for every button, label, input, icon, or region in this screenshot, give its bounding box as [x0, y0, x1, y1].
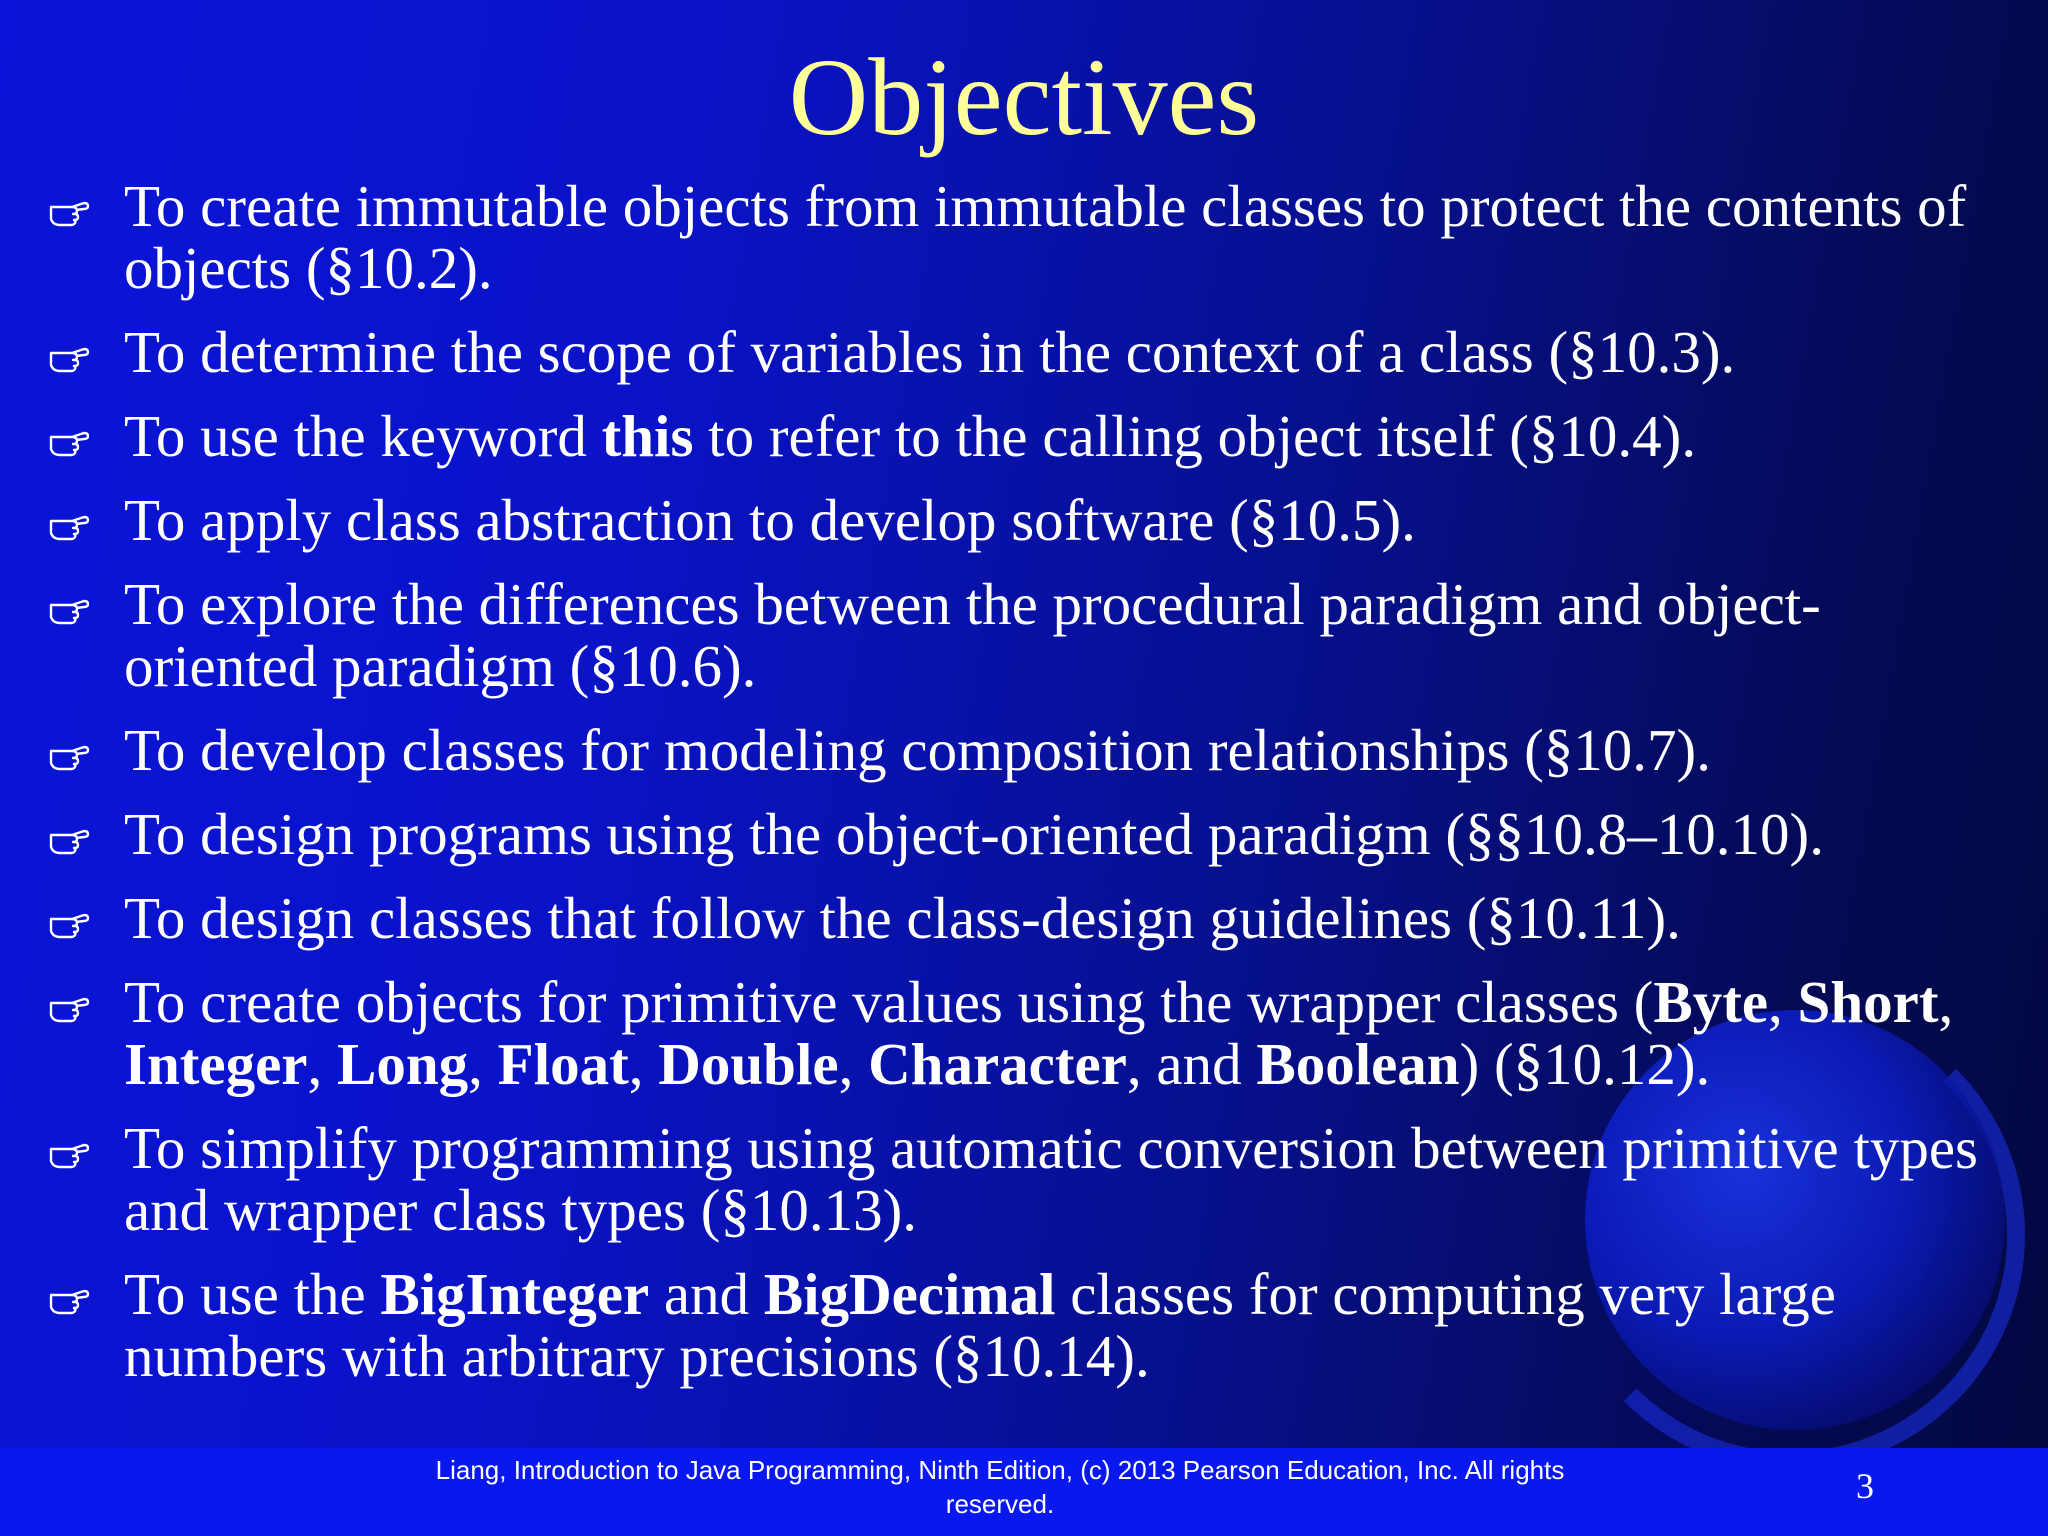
text-run: To design classes that follow the class-design guidelines (§10.11).: [124, 885, 1681, 951]
text-run: ) (§10.12).: [1459, 1031, 1711, 1097]
objective-item: [0, 887, 2048, 949]
keyword-text: this: [601, 403, 694, 469]
text-run: To determine the scope of variables in the context of a class (§10.3).: [124, 319, 1736, 385]
objective-item: [0, 573, 2048, 697]
objective-text: [124, 175, 2004, 299]
objective-text: [124, 887, 2004, 949]
text-run: To apply class abstraction to develop software (§10.5).: [124, 487, 1416, 553]
keyword-text: Short: [1797, 969, 1939, 1035]
objective-item: [0, 803, 2048, 865]
keyword-text: Character: [868, 1031, 1127, 1097]
keyword-text: Long: [336, 1031, 469, 1097]
text-run: ,: [628, 1031, 659, 1097]
objective-text: [124, 405, 2004, 467]
text-run: ,: [468, 1031, 498, 1097]
objective-item: [0, 719, 2048, 781]
text-run: To create objects for primitive values using the wrapper classes (: [124, 969, 1654, 1035]
objectives-list: [0, 175, 2048, 1409]
pointing-hand-icon: [48, 1135, 90, 1169]
text-run: , and: [1126, 1031, 1257, 1097]
text-run: ,: [307, 1031, 337, 1097]
objective-text: [124, 719, 2004, 781]
pointing-hand-icon: [48, 989, 90, 1023]
text-run: ,: [838, 1031, 869, 1097]
text-run: To explore the differences between the procedural paradigm and object-oriented paradigm (§10.6).: [124, 571, 1821, 699]
keyword-text: BigDecimal: [763, 1261, 1056, 1327]
slide-title: Objectives: [788, 36, 1260, 158]
text-run: ,: [1768, 969, 1798, 1035]
objective-text: [124, 1263, 2004, 1387]
objective-text: [124, 803, 2004, 865]
text-run: to refer to the calling object itself (§10.4).: [693, 403, 1697, 469]
text-run: To develop classes for modeling composition relationships (§10.7).: [124, 717, 1711, 783]
pointing-hand-icon: [48, 193, 90, 227]
objective-item: [0, 175, 2048, 299]
text-run: and: [649, 1261, 764, 1327]
objective-text: [124, 1117, 2004, 1241]
text-run: To create immutable objects from immutable classes to protect the contents of objects (§10.2).: [124, 173, 1967, 301]
objective-item: [0, 321, 2048, 383]
objective-item: [0, 1263, 2048, 1387]
keyword-text: Boolean: [1256, 1031, 1460, 1097]
objective-item: [0, 489, 2048, 551]
keyword-text: BigInteger: [380, 1261, 650, 1327]
pointing-hand-icon: [48, 507, 90, 541]
keyword-text: Integer: [124, 1031, 308, 1097]
footer-copyright: Liang, Introduction to Java Programming, Ninth Edition, (c) 2013 Pearson Education, Inc. All rights reserved.: [435, 1455, 1565, 1519]
text-run: To use the: [124, 1261, 381, 1327]
keyword-text: Byte: [1653, 969, 1769, 1035]
objective-text: [124, 971, 2004, 1095]
text-run: To simplify programming using automatic conversion between primitive types and wrapper class types (§10.13).: [124, 1115, 1979, 1243]
pointing-hand-icon: [48, 821, 90, 855]
objective-text: [124, 489, 2004, 551]
keyword-text: Double: [658, 1031, 839, 1097]
pointing-hand-icon: [48, 737, 90, 771]
objective-item: [0, 405, 2048, 467]
text-run: To design programs using the object-oriented paradigm (§§10.8–10.10).: [124, 801, 1824, 867]
pointing-hand-icon: [48, 339, 90, 373]
pointing-hand-icon: [48, 905, 90, 939]
text-run: ,: [1938, 969, 1954, 1035]
keyword-text: Float: [497, 1031, 629, 1097]
objective-text: [124, 321, 2004, 383]
objective-text: [124, 573, 2004, 697]
pointing-hand-icon: [48, 1281, 90, 1315]
pointing-hand-icon: [48, 591, 90, 625]
objective-item: [0, 971, 2048, 1095]
pointing-hand-icon: [48, 423, 90, 457]
text-run: classes for computing very large numbers with arbitrary precisions (§10.14).: [124, 1261, 1836, 1389]
text-run: To use the keyword: [124, 403, 602, 469]
page-number: 3: [1856, 1466, 1874, 1506]
objective-item: [0, 1117, 2048, 1241]
